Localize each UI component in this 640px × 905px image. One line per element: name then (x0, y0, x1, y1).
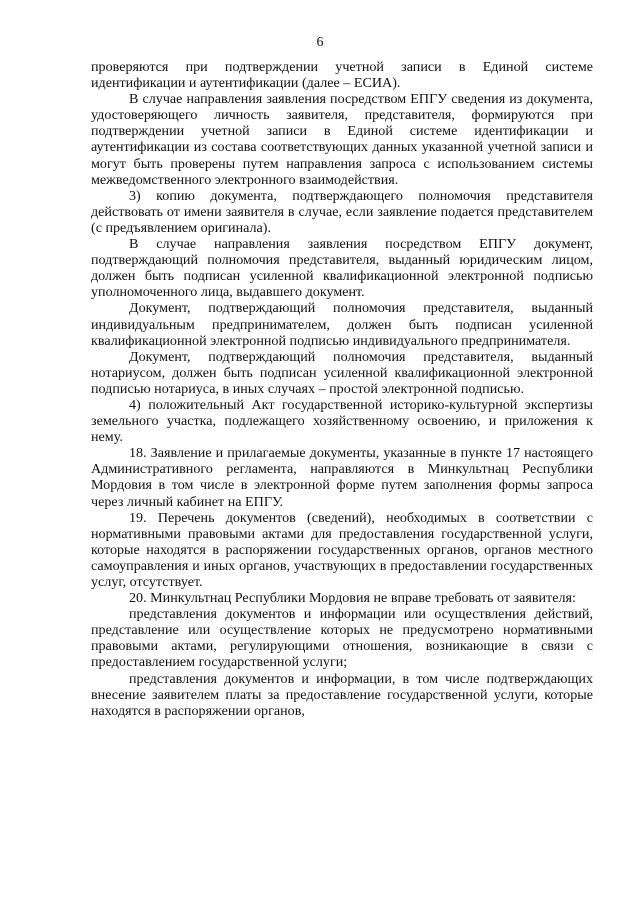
page-number: 6 (316, 35, 324, 50)
paragraph: представления документов и информации или осуществления действий, представление или осуществление которых не предусмотрено нормативными правовыми актами, регулирующими отношения, возникающие в связи с предоставлением государственной услуги; (91, 606, 593, 671)
paragraph: В случае направления заявления посредством ЕПГУ сведения из документа, удостоверяющего личность заявителя, представителя, формируются при подтверждении учетной записи в Единой системе идентификации и аутентификации из состава соответствующих данных указанной учетной записи и могут быть проверены путем направления запроса с использованием системы межведомственного электронного взаимодействия. (91, 91, 593, 188)
document-body (91, 59, 593, 719)
paragraph: 18. Заявление и прилагаемые документы, указанные в пункте 17 настоящего Административного регламента, направляются в Минкультнац Республики Мордовия в том числе в электронной форме путем заполнения формы запроса через личный кабинет на ЕПГУ. (91, 445, 593, 510)
paragraph: Документ, подтверждающий полномочия представителя, выданный нотариусом, должен быть подписан усиленной квалификационной электронной подписью нотариуса, в иных случаях – простой электронной подписью. (91, 348, 593, 397)
paragraph: 20. Минкультнац Республики Мордовия не вправе требовать от заявителя: (129, 590, 576, 607)
paragraph: представления документов и информации, в том числе подтверждающих внесение заявителем платы за предоставление государственной услуги, которые находятся в распоряжении органов, (91, 670, 593, 719)
paragraph: В случае направления заявления посредством ЕПГУ документ, подтверждающий полномочия представителя, выданный юридическим лицом, должен быть подписан усиленной квалификационной электронной подписью уполномоченного лица, выдавшего документ. (91, 236, 593, 301)
paragraph: 19. Перечень документов (сведений), необходимых в соответствии с нормативными правовыми актами для предоставления государственной услуги, которые находятся в распоряжении государственных органов, органов местного самоуправления и иных органов, участвующих в предоставлении государственных услуг, отсутствует. (91, 509, 593, 590)
paragraph: Документ, подтверждающий полномочия представителя, выданный индивидуальным предпринимателем, должен быть подписан усиленной квалификационной электронной подписью индивидуального предпринимателя. (91, 300, 593, 349)
paragraph: 3) копию документа, подтверждающего полномочия представителя действовать от имени заявителя в случае, если заявление подается представителем (с предъявлением оригинала). (91, 187, 593, 236)
paragraph: 4) положительный Акт государственной историко-культурной экспертизы земельного участка, подлежащего хозяйственному освоению, и приложения к нему. (91, 396, 593, 446)
paragraph-continuation: проверяются при подтверждении учетной записи в Единой системе идентификации и аутентификации (далее – ЕСИА). (91, 59, 593, 92)
